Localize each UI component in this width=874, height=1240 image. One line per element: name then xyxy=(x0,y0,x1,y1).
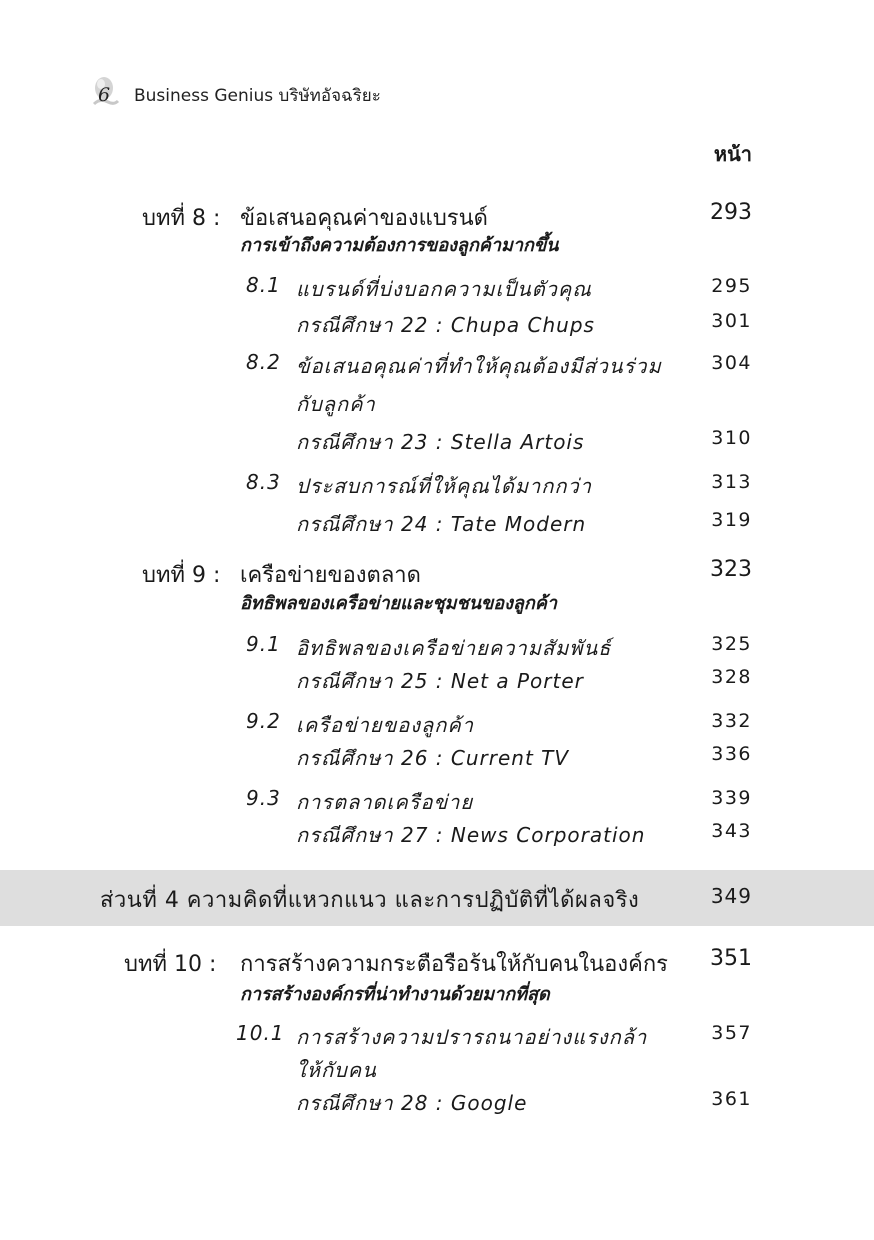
chapter-8-subtitle: การเข้าถึงความต้องการของลูกค้ามากขึ้น xyxy=(240,235,559,256)
page-column-label: หน้า xyxy=(713,142,752,166)
section-9-3-title: การตลาดเครือข่าย xyxy=(296,790,474,814)
section-9-2-number: 9.2 xyxy=(246,709,281,733)
chapter-9-prefix: บทที่ 9 : xyxy=(142,563,221,588)
case-study-24-page: 319 xyxy=(711,509,752,531)
section-9-3-page: 339 xyxy=(711,787,752,809)
case-study-22-page: 301 xyxy=(711,310,752,332)
chapter-9-title: เครือข่ายของตลาด xyxy=(240,563,421,588)
chapter-10-title: การสร้างความกระตือรือร้นให้กับคนในองค์กร xyxy=(240,952,668,977)
section-10-1-title: การสร้างความปรารถนาอย่างแรงกล้า xyxy=(296,1025,648,1049)
section-8-3-title: ประสบการณ์ที่ให้คุณได้มากกว่า xyxy=(296,474,592,498)
case-study-28: กรณีศึกษา 28 : Google xyxy=(296,1091,528,1115)
section-9-2-page: 332 xyxy=(711,710,752,732)
section-10-1-number: 10.1 xyxy=(236,1021,285,1045)
section-9-1-title: อิทธิพลของเครือข่ายความสัมพันธ์ xyxy=(296,636,612,660)
case-study-27-page: 343 xyxy=(711,820,752,842)
section-8-1-number: 8.1 xyxy=(246,273,281,297)
section-9-3-number: 9.3 xyxy=(246,786,281,810)
part-4-page: 349 xyxy=(710,884,752,908)
case-study-23-page: 310 xyxy=(711,427,752,449)
section-8-3-page: 313 xyxy=(711,471,752,493)
case-study-22: กรณีศึกษา 22 : Chupa Chups xyxy=(296,313,595,337)
section-8-3-number: 8.3 xyxy=(246,470,281,494)
section-8-2-page: 304 xyxy=(711,352,752,374)
part-4-title: ส่วนที่ 4 ความคิดที่แหวกแนว และการปฏิบัติที่ได้ผลจริง xyxy=(100,888,640,913)
case-study-25-page: 328 xyxy=(711,666,752,688)
section-8-2-title: ข้อเสนอคุณค่าที่ทำให้คุณต้องมีส่วนร่วม xyxy=(296,354,662,378)
chapter-9-page: 323 xyxy=(710,557,752,582)
case-study-27: กรณีศึกษา 27 : News Corporation xyxy=(296,823,646,847)
section-8-2-number: 8.2 xyxy=(246,350,281,374)
section-10-1-page: 357 xyxy=(711,1022,752,1044)
section-10-1-title-cont: ให้กับคน xyxy=(296,1058,377,1082)
case-study-26: กรณีศึกษา 26 : Current TV xyxy=(296,746,570,770)
chapter-10-prefix: บทที่ 10 : xyxy=(124,952,217,977)
section-8-1-page: 295 xyxy=(711,275,752,297)
case-study-23: กรณีศึกษา 23 : Stella Artois xyxy=(296,430,585,454)
running-head: Business Genius บริษัทอัจฉริยะ xyxy=(134,86,381,106)
chapter-10-page: 351 xyxy=(710,946,752,971)
case-study-24: กรณีศึกษา 24 : Tate Modern xyxy=(296,512,587,536)
chapter-8-prefix: บทที่ 8 : xyxy=(142,206,221,231)
section-8-2-title-cont: กับลูกค้า xyxy=(296,392,376,416)
case-study-28-page: 361 xyxy=(711,1088,752,1110)
chapter-8-page: 293 xyxy=(710,200,752,225)
case-study-26-page: 336 xyxy=(711,743,752,765)
section-9-1-page: 325 xyxy=(711,633,752,655)
chapter-8-title: ข้อเสนอคุณค่าของแบรนด์ xyxy=(240,206,488,231)
case-study-25: กรณีศึกษา 25 : Net a Porter xyxy=(296,669,584,693)
chapter-9-subtitle: อิทธิพลของเครือข่ายและชุมชนของลูกค้า xyxy=(240,593,557,614)
page-number: 6 xyxy=(98,84,111,106)
section-8-1-title: แบรนด์ที่บ่งบอกความเป็นตัวคุณ xyxy=(296,277,592,301)
chapter-10-subtitle: การสร้างองค์กรที่น่าทำงานด้วยมากที่สุด xyxy=(240,984,550,1005)
section-9-2-title: เครือข่ายของลูกค้า xyxy=(296,713,475,737)
section-9-1-number: 9.1 xyxy=(246,632,281,656)
